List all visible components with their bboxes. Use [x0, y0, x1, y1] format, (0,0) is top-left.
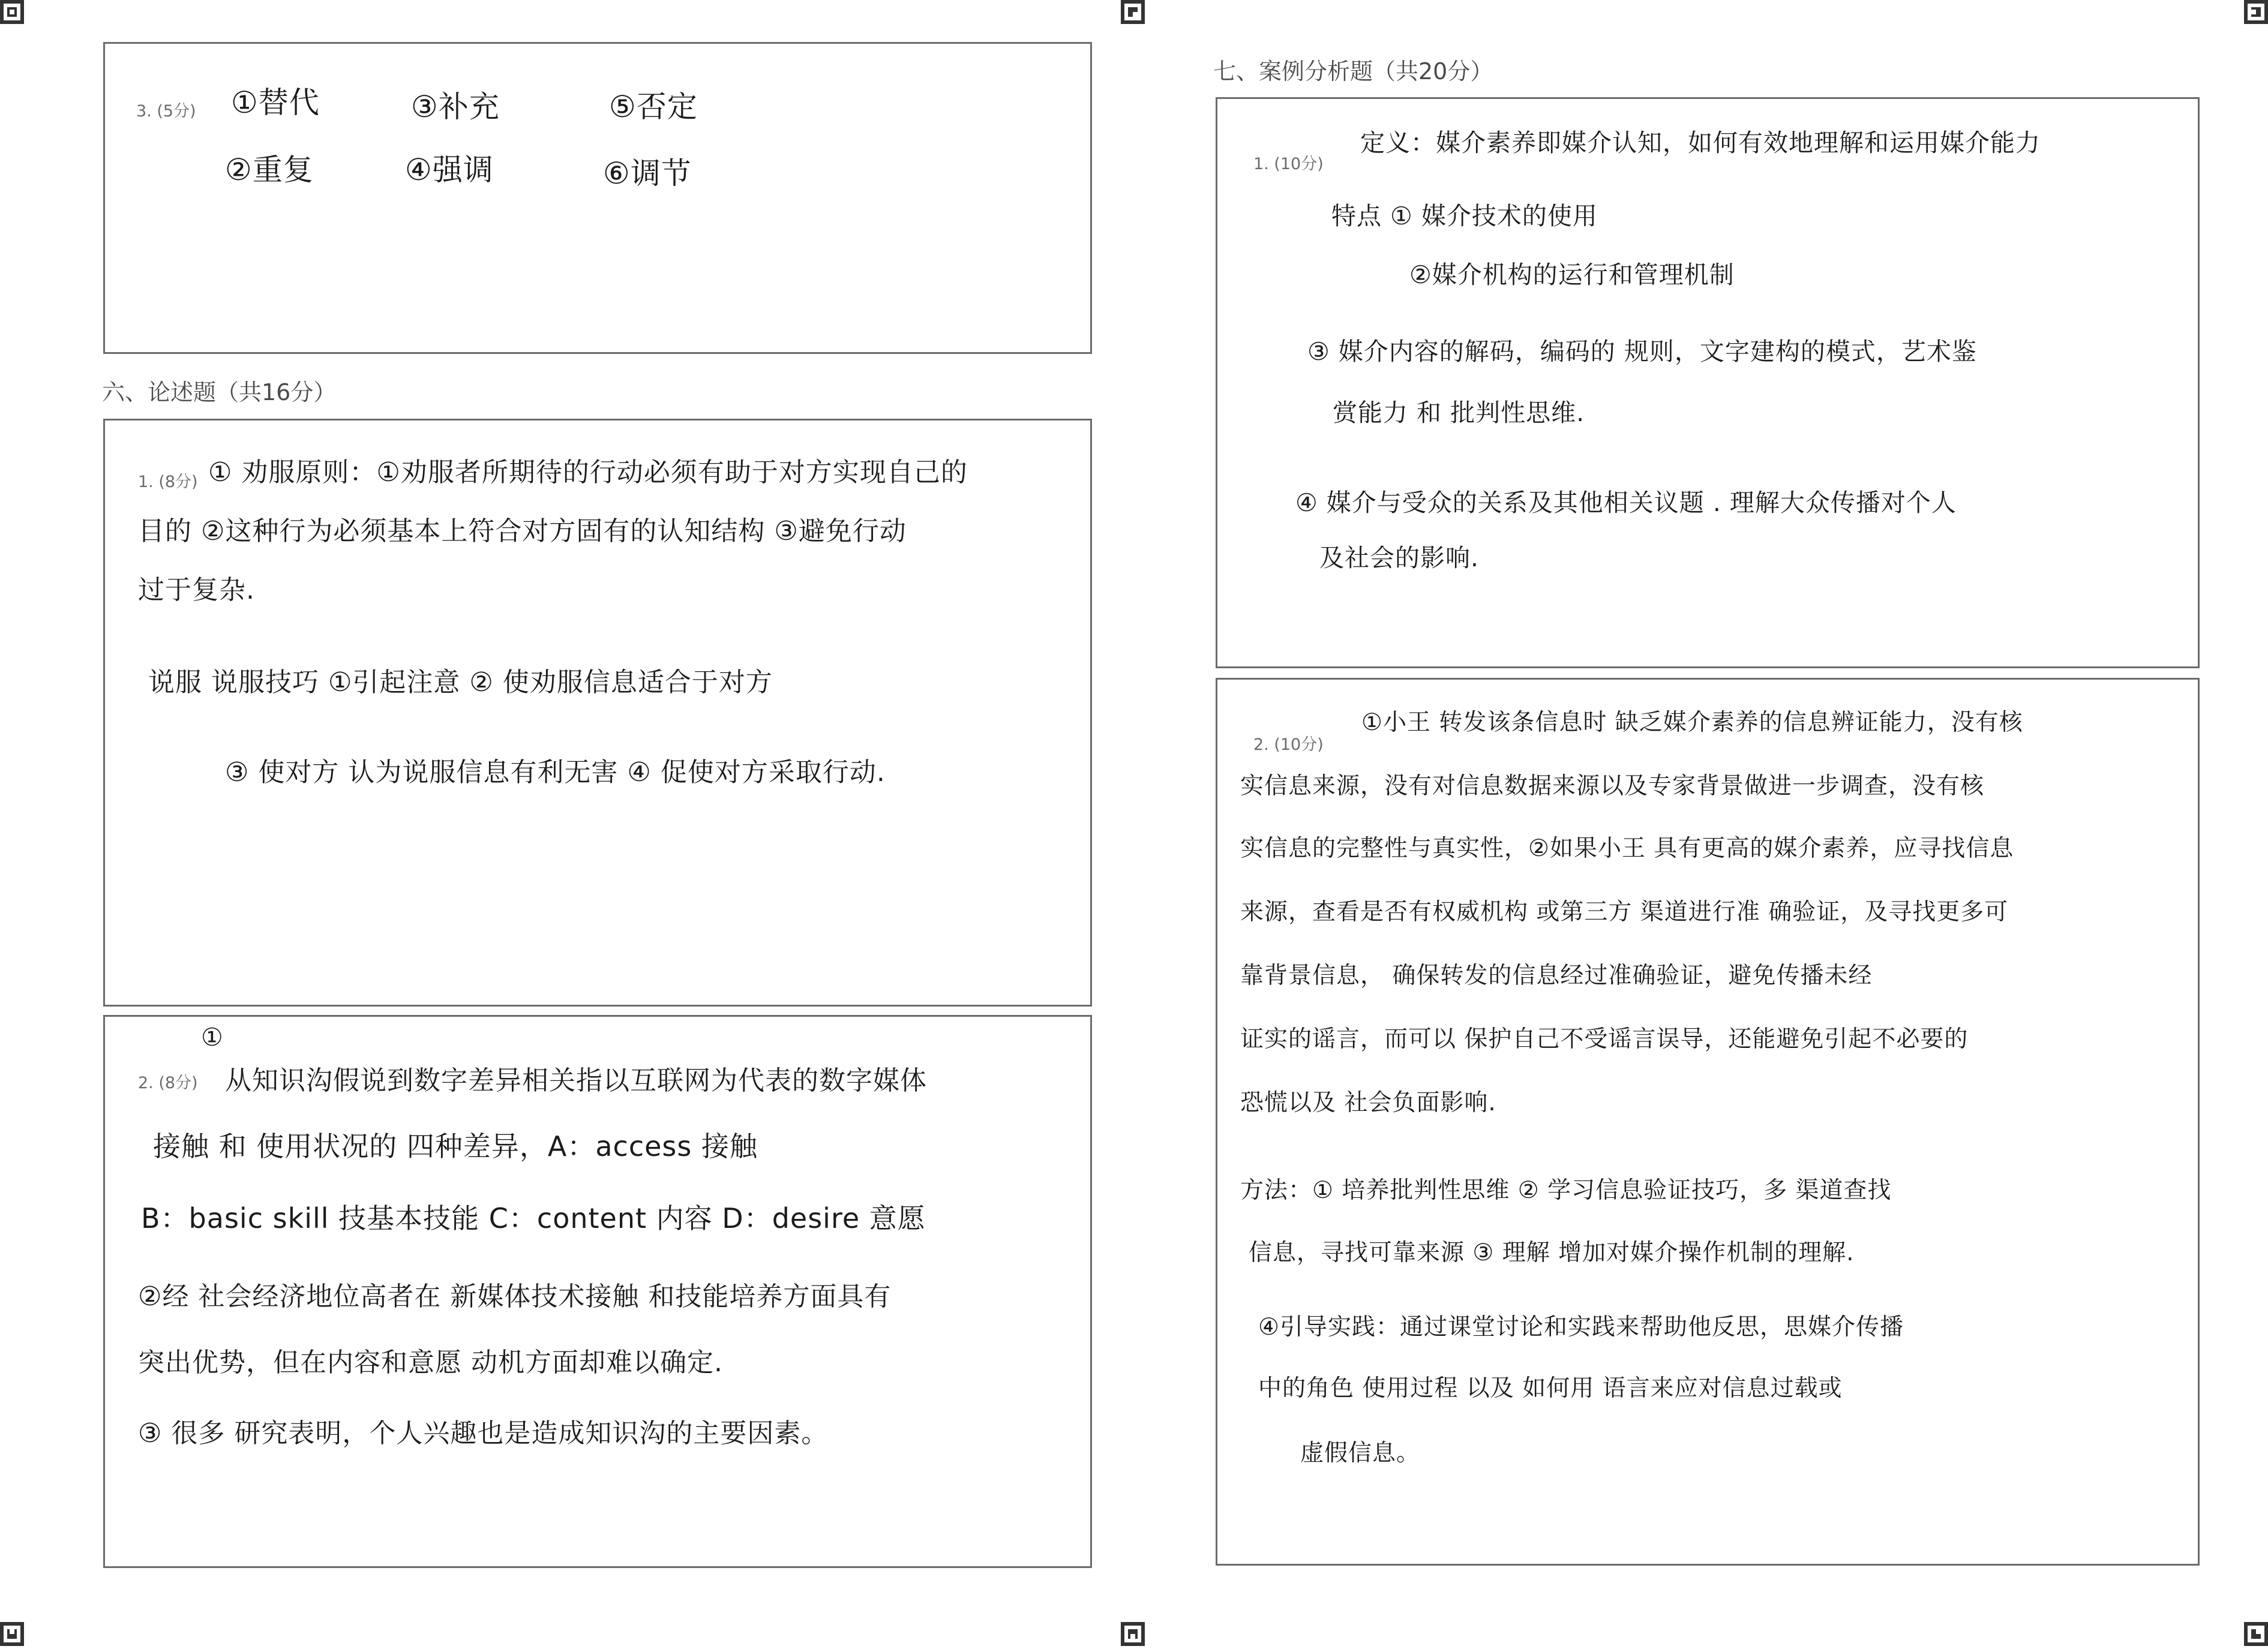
answer-box-q3	[103, 42, 1092, 354]
answer-line: 特点 ① 媒介技术的使用	[1331, 202, 1598, 230]
answer-box-case-2	[1216, 678, 2200, 1566]
section-title-seven: 七、案例分析题（共20分）	[1213, 58, 1493, 85]
circle-mark: ①	[201, 1023, 224, 1052]
answer-item: ⑤否定	[609, 89, 698, 124]
answer-line: 说服 说服技巧 ①引起注意 ② 使劝服信息适合于对方	[148, 667, 773, 698]
answer-line: ④ 媒介与受众的关系及其他相关议题 . 理解大众传播对个人	[1295, 488, 1957, 517]
answer-box-essay-1	[103, 419, 1092, 1007]
question-label: 2. (8分)	[138, 1074, 198, 1092]
registration-mark-top-center	[1121, 0, 1145, 24]
answer-line: 靠背景信息， 确保转发的信息经过准确验证，避免传播未经	[1240, 962, 1873, 989]
answer-line: ①小王 转发该条信息时 缺乏媒介素养的信息辨证能力，没有核	[1361, 709, 2023, 736]
answer-line: ③ 媒介内容的解码，编码的 规则，文字建构的模式，艺术鉴	[1307, 337, 1977, 366]
question-label: 1. (10分)	[1253, 155, 1324, 173]
section-title-six: 六、论述题（共16分）	[102, 379, 337, 406]
registration-mark-top-right	[2244, 0, 2268, 24]
answer-line: ②媒介机构的运行和管理机制	[1409, 260, 1735, 289]
answer-line: ④引导实践：通过课堂讨论和实践来帮助他反思，思媒介传播	[1258, 1314, 1904, 1341]
answer-line: 来源，查看是否有权威机构 或第三方 渠道进行准 确验证，及寻找更多可	[1240, 899, 2009, 926]
answer-line: ②经 社会经济地位高者在 新媒体技术接触 和技能培养方面具有	[138, 1281, 892, 1312]
answer-line: 虚假信息。	[1300, 1440, 1421, 1467]
answer-line: 证实的谣言，而可以 保护自己不受谣言误导，还能避免引起不必要的	[1240, 1026, 1969, 1053]
question-label: 2. (10分)	[1253, 735, 1324, 754]
answer-line: 突出优势，但在内容和意愿 动机方面却难以确定.	[138, 1347, 723, 1378]
answer-item: ①替代	[231, 85, 320, 120]
answer-line: 恐慌以及 社会负面影响.	[1240, 1089, 1496, 1116]
answer-line: ① 劝服原则：①劝服者所期待的行动必须有助于对方实现自己的	[208, 457, 968, 488]
answer-line: ③ 使对方 认为说服信息有利无害 ④ 促使对方采取行动.	[225, 757, 886, 788]
answer-line: 目的 ②这种行为必须基本上符合对方固有的认知结构 ③避免行动	[138, 516, 907, 546]
question-label: 3. (5分)	[136, 102, 196, 121]
answer-line: ③ 很多 研究表明，个人兴趣也是造成知识沟的主要因素。	[138, 1418, 829, 1449]
registration-mark-bottom-center	[1121, 1622, 1145, 1646]
answer-item: ②重复	[225, 152, 314, 187]
answer-line: 接触 和 使用状况的 四种差异，A：access 接触	[153, 1130, 758, 1163]
answer-line: B：basic skill 技基本技能 C：content 内容 D：desire 意愿	[141, 1202, 926, 1235]
answer-line: 及社会的影响.	[1319, 543, 1480, 572]
registration-mark-bottom-right	[2244, 1622, 2268, 1646]
answer-item: ③补充	[411, 89, 500, 124]
answer-box-case-1	[1216, 97, 2200, 668]
registration-mark-top-left	[0, 0, 24, 24]
answer-line: 信息，寻找可靠来源 ③ 理解 增加对媒介操作机制的理解.	[1249, 1239, 1855, 1266]
answer-line: 方法：① 培养批判性思维 ② 学习信息验证技巧，多 渠道查找	[1240, 1177, 1892, 1204]
answer-line: 实信息的完整性与真实性，②如果小王 具有更高的媒介素养，应寻找信息	[1240, 835, 2014, 862]
answer-line: 过于复杂.	[138, 575, 255, 605]
answer-line: 赏能力 和 批判性思维.	[1333, 398, 1585, 427]
answer-item: ④强调	[405, 152, 494, 187]
registration-mark-bottom-left	[0, 1622, 24, 1646]
answer-line: 定义：媒介素养即媒介认知，如何有效地理解和运用媒介能力	[1360, 128, 2041, 157]
answer-line: 中的角色 使用过程 以及 如何用 语言来应对信息过载或	[1258, 1375, 1843, 1402]
answer-line: 实信息来源，没有对信息数据来源以及专家背景做进一步调查，没有核	[1240, 773, 1985, 800]
answer-item: ⑥调节	[603, 156, 692, 191]
answer-box-essay-2	[103, 1015, 1092, 1568]
answer-line: 从知识沟假说到数字差异相关指以互联网为代表的数字媒体	[225, 1065, 927, 1096]
question-label: 1. (8分)	[138, 473, 198, 491]
